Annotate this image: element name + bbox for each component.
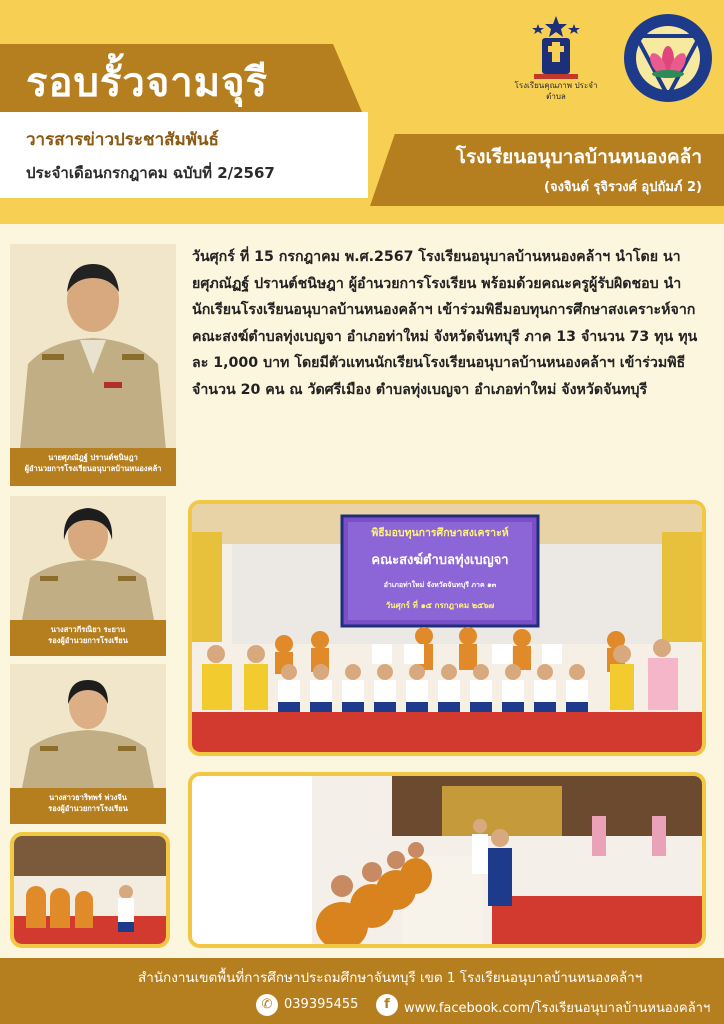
issue-label: ประจำเดือนกรกฎาคม ฉบับที่ 2/2567 — [26, 164, 275, 182]
group-ceremony-photo — [188, 500, 706, 756]
school-emblem-logo — [622, 12, 714, 104]
deputy1-photo — [10, 496, 166, 656]
deputy2-caption — [10, 788, 166, 824]
facebook-icon: f — [376, 994, 398, 1016]
deputy1-caption — [10, 620, 166, 656]
monks-receiving-photo — [188, 772, 706, 948]
deputy1-name: นางสาวกีรณิยา ระยาน — [50, 625, 126, 634]
phone-icon: ✆ — [256, 994, 278, 1016]
newsletter-title: รอบรั้วจามจุรี — [26, 60, 269, 106]
director-photo — [10, 244, 176, 486]
phone-number[interactable]: 039395455 — [284, 997, 359, 1012]
article-text: วันศุกร์ ที่ 15 กรกฎาคม พ.ศ.2567 โรงเรียนอนุบาลบ้านหนองคล้าฯ นำโดย นายศุภณัฏฐ์ ปรานต์ชนิษฎา ผู้อำนวยการโรงเรียน พร้อมด้วยคณะครูผู้รับผิดชอบ นำนักเรียนโรงเรียนอนุบาลบ้านหนองคล้าฯ เข้าร่วมพิธีมอบทุนการศึกษาสงเคราะห์จากคณะสงฆ์ตำบลทุ่งเบญจา อำเภอท่าใหม่ จังหวัดจันทบุรี ภาค 13 จำนวน 73 ทุน ทุนละ 1,000 บาท โดยมีตัวแทนนักเรียนโรงเรียนอนุบาลบ้านหนองคล้าฯ เข้าร่วมพิธีจำนวน 20 คน ณ วัดศรีเมือง ตำบลทุ่งเบญจา อำเภอท่าใหม่ จังหวัดจันทบุรี — [192, 249, 698, 398]
director-caption — [10, 448, 176, 486]
school-motto: (จงจินต์ รุจิรวงศ์ อุปถัมภ์ 2) — [544, 180, 702, 195]
header-subtitle-panel — [0, 112, 368, 198]
deputy2-photo — [10, 664, 166, 824]
newsletter-subtitle: วารสารข่าวประชาสัมพันธ์ — [26, 130, 219, 150]
deputy2-role: รองผู้อำนวยการโรงเรียน — [48, 804, 128, 813]
facebook-link[interactable]: www.facebook.com/โรงเรียนอนุบาลบ้านหนองคล้าฯ — [404, 1001, 711, 1016]
banner-line-4: วันศุกร์ ที่ ๑๕ กรกฎาคม ๒๕๖๗ — [385, 601, 495, 610]
director-name: นายศุภณัฎฐ์ ปรานต์ชนิษฎา — [48, 453, 138, 462]
ceremony-banner — [352, 524, 528, 612]
banner-line-1: พิธีมอบทุนการศึกษาสงเคราะห์ — [371, 527, 509, 539]
quality-school-caption: โรงเรียนคุณภาพ ประจำตำบล — [514, 81, 598, 101]
deputy1-role: รองผู้อำนวยการโรงเรียน — [48, 636, 128, 645]
banner-line-2: คณะสงฆ์ตำบลทุ่งเบญจา — [371, 553, 509, 568]
ceremony-small-photo — [10, 832, 170, 948]
school-name: โรงเรียนอนุบาลบ้านหนองคล้า — [455, 146, 702, 168]
director-role: ผู้อำนวยการโรงเรียนอนุบาลบ้านหนองคล้า — [24, 464, 162, 473]
office-line: สำนักงานเขตพื้นที่การศึกษาประถมศึกษาจันทบุรี เขต 1 โรงเรียนอนุบาลบ้านหนองคล้าฯ — [138, 970, 643, 986]
deputy2-name: นางสาวธาริทพร์ พ่วงจีน — [49, 793, 127, 802]
banner-line-3: อำเภอท่าใหม่ จังหวัดจันทบุรี ภาค ๑๓ — [383, 581, 497, 589]
